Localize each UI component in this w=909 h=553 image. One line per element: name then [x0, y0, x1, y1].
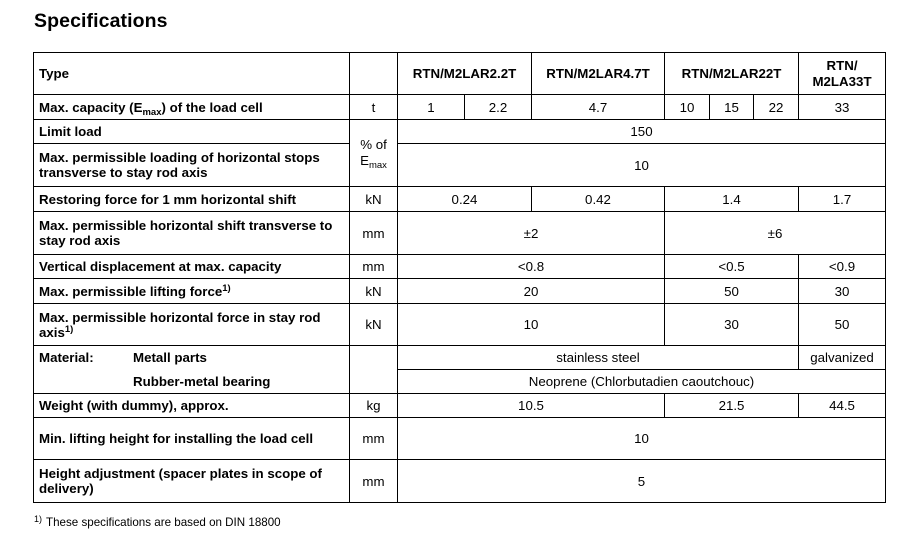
value-cell: galvanized — [799, 346, 886, 370]
value-cell: <0.5 — [665, 255, 799, 279]
table-row — [34, 95, 886, 120]
footnote-mark: 1) — [34, 514, 43, 524]
value-cell: <0.8 — [398, 255, 665, 279]
unit-cell: mm — [350, 460, 398, 503]
table-row — [34, 460, 886, 503]
unit-cell: kg — [350, 394, 398, 418]
model-header-line: M2LA33T — [812, 73, 872, 89]
value-cell: 10 — [398, 144, 886, 187]
row-label: Min. lifting height for installing the load cell — [34, 418, 350, 460]
row-label: Material: Metall parts — [34, 346, 350, 370]
unit-cell: mm — [350, 212, 398, 255]
footnote-text: These specifications are based on DIN 18800 — [46, 516, 281, 529]
unit-header — [350, 53, 398, 95]
row-label: Max. permissible loading of horizontal stops transverse to stay rod axis — [34, 144, 350, 187]
value-cell: 150 — [398, 120, 886, 144]
value-cell: 33 — [799, 95, 886, 120]
table-row — [34, 212, 886, 255]
table-row — [34, 187, 886, 212]
value-cell: ±6 — [665, 212, 886, 255]
value-cell: 1 — [398, 95, 465, 120]
unit-cell: mm — [350, 418, 398, 460]
value-cell: <0.9 — [799, 255, 886, 279]
row-label: Max. capacity $(E_{max})$ of the load cell — [34, 95, 350, 120]
value-cell: 50 — [799, 304, 886, 346]
row-label: Max. permissible horizontal force in stay rod axis$^{1)}$ — [34, 304, 350, 346]
table-row — [34, 144, 886, 187]
model-header-line: RTN/ — [826, 57, 858, 73]
unit-cell: % of $E_{max}$ — [350, 120, 398, 187]
value-cell: Neoprene (Chlorbutadien caoutchouc) — [398, 370, 886, 394]
unit-cell: kN — [350, 304, 398, 346]
table-row — [34, 418, 886, 460]
value-cell: 0.24 — [398, 187, 532, 212]
table-row — [34, 304, 886, 346]
row-label: Vertical displacement at max. capacity — [34, 255, 350, 279]
model-header: RTN/M2LAR4.7T — [532, 53, 665, 95]
specifications-table — [33, 52, 886, 503]
model-header — [799, 53, 886, 95]
unit-cell: kN — [350, 187, 398, 212]
table-row — [34, 120, 886, 144]
row-label: Limit load — [34, 120, 350, 144]
value-cell: 30 — [799, 279, 886, 304]
table-row — [34, 394, 886, 418]
row-label: Rubber-metal bearing — [34, 370, 350, 394]
table-row — [34, 370, 886, 394]
value-cell: 30 — [665, 304, 799, 346]
row-label: Max. permissible lifting force$^{1)}$ — [34, 279, 350, 304]
value-cell: 10.5 — [398, 394, 665, 418]
value-cell: 10 — [398, 304, 665, 346]
value-cell: 22 — [754, 95, 799, 120]
value-cell: 1.7 — [799, 187, 886, 212]
row-label: Restoring force for 1 mm horizontal shift — [34, 187, 350, 212]
model-header: RTN/M2LAR2.2T — [398, 53, 532, 95]
value-cell: 21.5 — [665, 394, 799, 418]
table-row — [34, 255, 886, 279]
unit-cell: mm — [350, 255, 398, 279]
unit-cell — [350, 346, 398, 394]
value-cell: 44.5 — [799, 394, 886, 418]
row-label: Max. permissible horizontal shift transverse to stay rod axis — [34, 212, 350, 255]
value-cell: 0.42 — [532, 187, 665, 212]
type-header: Type — [34, 53, 350, 95]
model-header: RTN/M2LAR22T — [665, 53, 799, 95]
table-row — [34, 279, 886, 304]
table-row — [34, 346, 886, 370]
value-cell: 15 — [710, 95, 754, 120]
value-cell: 4.7 — [532, 95, 665, 120]
row-label: Height adjustment (spacer plates in scope of delivery) — [34, 460, 350, 503]
value-cell: 20 — [398, 279, 665, 304]
value-cell: 5 — [398, 460, 886, 503]
footnote — [34, 516, 281, 529]
value-cell: 1.4 — [665, 187, 799, 212]
value-cell: 10 — [398, 418, 886, 460]
value-cell: 10 — [665, 95, 710, 120]
value-cell: 50 — [665, 279, 799, 304]
row-label: Weight (with dummy), approx. — [34, 394, 350, 418]
page-title: Specifications — [34, 10, 168, 32]
table-header-row — [34, 53, 886, 95]
unit-cell: t — [350, 95, 398, 120]
value-cell: 2.2 — [465, 95, 532, 120]
value-cell: ±2 — [398, 212, 665, 255]
value-cell: stainless steel — [398, 346, 799, 370]
unit-cell: kN — [350, 279, 398, 304]
